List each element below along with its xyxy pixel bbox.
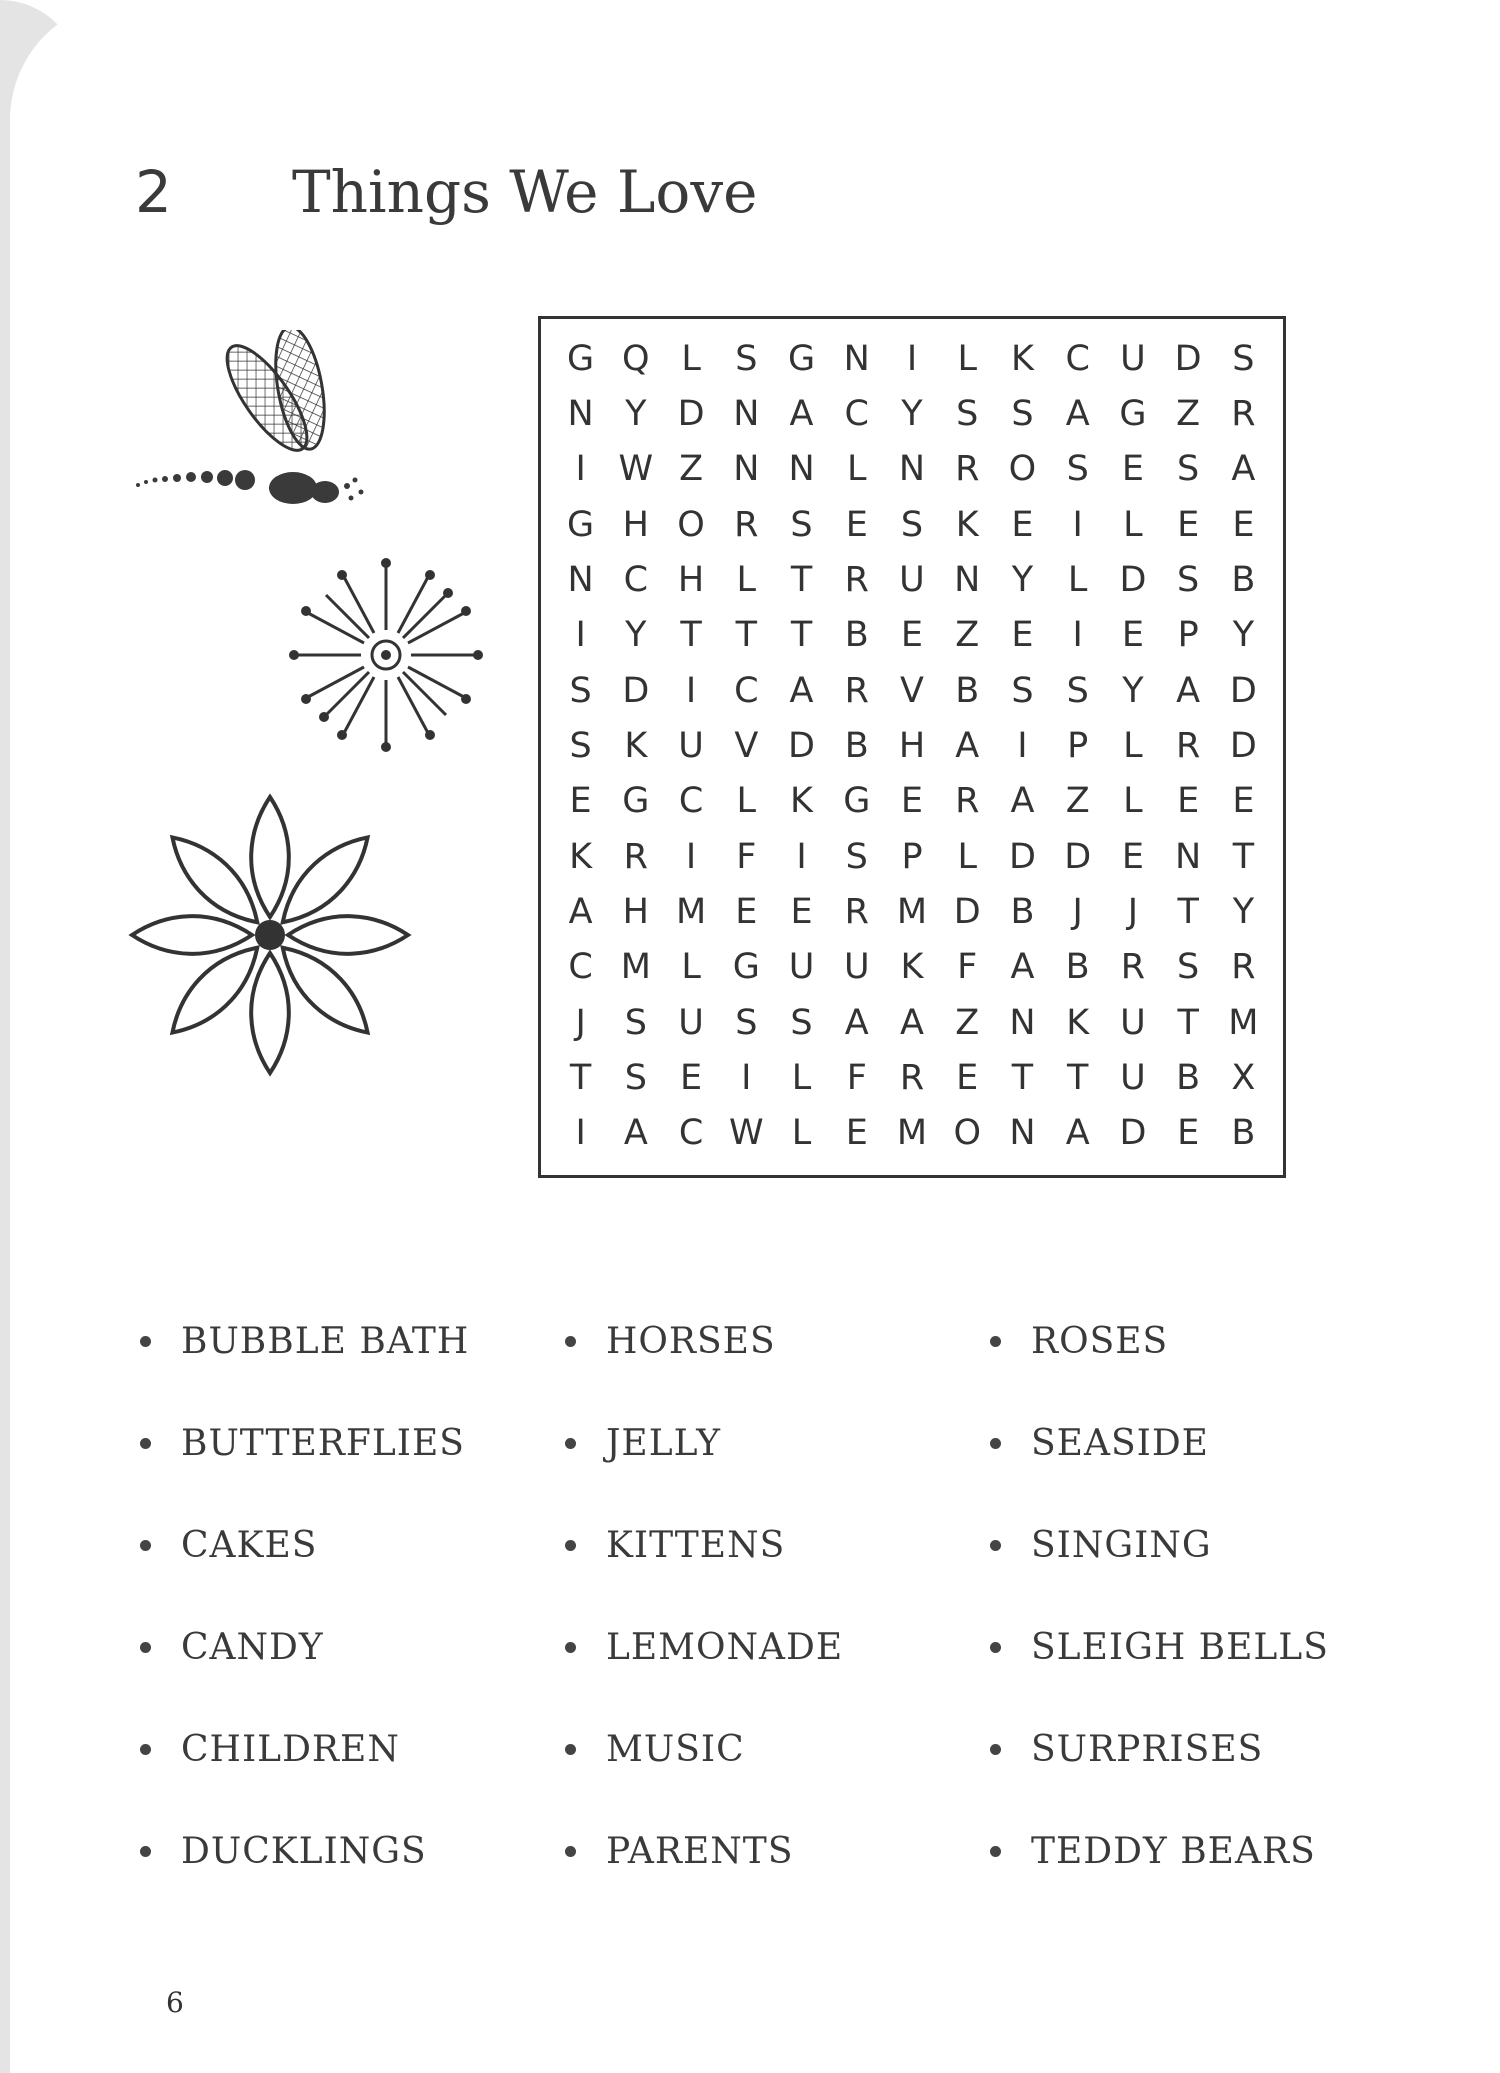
grid-letter: Z <box>955 615 980 656</box>
word-list-item <box>140 1392 565 1494</box>
grid-letter: S <box>790 1002 813 1043</box>
grid-letter: E <box>900 615 924 656</box>
grid-letter: W <box>618 449 654 490</box>
grid-letter: L <box>847 449 867 490</box>
word-list-item <box>565 1800 990 1902</box>
grid-letter: E <box>1232 504 1255 545</box>
word-list <box>140 1290 1360 1902</box>
word-label: SLEIGH BELLS <box>1031 1626 1329 1668</box>
chapter-number: 2 <box>135 158 172 226</box>
grid-letter: X <box>1231 1057 1256 1098</box>
grid-letter: L <box>791 1057 812 1098</box>
grid-letter: A <box>1010 781 1035 822</box>
grid-letter: R <box>1231 947 1256 988</box>
grid-letter: A <box>789 393 814 434</box>
grid-letter: E <box>569 781 592 822</box>
grid-letter: M <box>896 1113 928 1154</box>
grid-letter: A <box>623 1113 648 1154</box>
grid-letter: B <box>955 670 980 711</box>
bullet-icon <box>140 1438 151 1449</box>
grid-letter: A <box>1065 1113 1090 1154</box>
grid-letter: S <box>845 836 868 877</box>
grid-letter: D <box>953 891 981 932</box>
grid-letter: H <box>622 504 649 545</box>
grid-letter: R <box>734 504 759 545</box>
grid-letter: N <box>567 393 594 434</box>
bullet-icon <box>140 1744 151 1755</box>
grid-letter: R <box>844 670 869 711</box>
grid-letter: N <box>733 449 760 490</box>
grid-letter: K <box>900 947 924 988</box>
grid-letter: L <box>736 781 757 822</box>
grid-letter: U <box>1120 1057 1146 1098</box>
word-search-grid <box>538 316 1286 1178</box>
bullet-icon <box>990 1642 1001 1653</box>
word-list-item <box>565 1290 990 1392</box>
grid-letter: U <box>678 1002 704 1043</box>
grid-letter: Z <box>679 449 704 490</box>
grid-letter: M <box>675 891 707 932</box>
word-label: MUSIC <box>606 1728 745 1770</box>
grid-letter: L <box>957 338 977 379</box>
grid-letter: S <box>900 504 924 545</box>
word-label: TEDDY BEARS <box>1031 1830 1316 1872</box>
bullet-icon <box>140 1540 151 1551</box>
grid-letter: B <box>1010 891 1035 932</box>
grid-letter: D <box>788 725 815 766</box>
grid-letter: D <box>1008 836 1036 877</box>
grid-letter: E <box>1177 504 1200 545</box>
grid-letter: A <box>789 670 814 711</box>
sunburst-flower-icon <box>286 555 486 755</box>
word-list-item <box>140 1596 565 1698</box>
grid-letter: E <box>1011 504 1034 545</box>
grid-letter: L <box>957 836 977 877</box>
word-list-item <box>990 1800 1360 1902</box>
grid-letter: I <box>575 615 586 656</box>
grid-letter: D <box>1229 725 1257 766</box>
grid-letter: K <box>624 725 648 766</box>
grid-letter: H <box>622 891 649 932</box>
grid-letter: E <box>1121 615 1144 656</box>
grid-letter: A <box>900 1002 924 1043</box>
grid-letter: E <box>1177 1113 1200 1154</box>
word-list-item <box>140 1290 565 1392</box>
grid-letter: S <box>624 1002 647 1043</box>
grid-letter: Z <box>1065 781 1090 822</box>
grid-letter: B <box>1231 559 1256 600</box>
word-list-item <box>140 1698 565 1800</box>
grid-letter: A <box>1176 670 1201 711</box>
grid-letter: A <box>955 725 980 766</box>
grid-letter: Y <box>1122 670 1144 711</box>
word-list-item <box>565 1596 990 1698</box>
grid-letter: O <box>953 1113 981 1154</box>
grid-letter: K <box>569 836 593 877</box>
grid-letter: Y <box>625 615 647 656</box>
grid-letter: Z <box>1176 393 1201 434</box>
grid-letter: N <box>1009 1002 1036 1043</box>
grid-letter: S <box>735 1002 758 1043</box>
word-label: CHILDREN <box>181 1728 400 1770</box>
word-label: KITTENS <box>606 1524 786 1566</box>
grid-letter: T <box>1011 1057 1034 1098</box>
bullet-icon <box>990 1744 1001 1755</box>
grid-letter: I <box>1072 504 1083 545</box>
letter-grid <box>553 331 1271 1161</box>
petal-flower-icon <box>125 790 415 1080</box>
word-label: LEMONADE <box>606 1626 844 1668</box>
grid-letter: S <box>569 670 592 711</box>
grid-letter: C <box>678 1113 704 1154</box>
grid-letter: N <box>843 338 870 379</box>
grid-letter: S <box>1011 393 1034 434</box>
grid-letter: I <box>575 449 586 490</box>
grid-letter: D <box>1174 338 1202 379</box>
grid-letter: C <box>568 947 593 988</box>
grid-letter: A <box>568 891 593 932</box>
word-label: SINGING <box>1031 1524 1212 1566</box>
bullet-icon <box>140 1642 151 1653</box>
grid-letter: P <box>901 836 923 877</box>
grid-letter: I <box>1072 615 1083 656</box>
grid-letter: E <box>680 1057 703 1098</box>
grid-letter: U <box>678 725 704 766</box>
word-label: ROSES <box>1031 1320 1169 1362</box>
word-label: SEASIDE <box>1031 1422 1209 1464</box>
grid-letter: N <box>567 559 594 600</box>
grid-letter: E <box>1011 615 1034 656</box>
word-list-item <box>140 1494 565 1596</box>
grid-letter: Y <box>625 393 647 434</box>
word-label: JELLY <box>606 1422 721 1464</box>
grid-letter: E <box>900 781 924 822</box>
grid-letter: G <box>622 781 650 822</box>
grid-letter: C <box>623 559 649 600</box>
grid-letter: G <box>567 338 595 379</box>
grid-letter: D <box>677 393 705 434</box>
grid-letter: D <box>1119 559 1147 600</box>
grid-letter: J <box>1072 891 1083 932</box>
grid-letter: L <box>681 338 701 379</box>
grid-letter: E <box>1121 836 1144 877</box>
word-list-item <box>565 1392 990 1494</box>
grid-letter: R <box>623 836 648 877</box>
grid-letter: E <box>790 891 813 932</box>
grid-letter: N <box>1175 836 1202 877</box>
grid-letter: C <box>678 781 704 822</box>
grid-letter: R <box>899 1057 925 1098</box>
grid-letter: L <box>681 947 701 988</box>
grid-letter: I <box>906 338 918 379</box>
bullet-icon <box>565 1642 576 1653</box>
grid-letter: U <box>1120 1002 1146 1043</box>
grid-letter: S <box>1232 338 1255 379</box>
grid-letter: G <box>732 947 760 988</box>
grid-letter: U <box>1120 338 1146 379</box>
page-title: Things We Love <box>292 158 758 226</box>
grid-letter: L <box>1123 504 1143 545</box>
grid-letter: K <box>1010 338 1034 379</box>
grid-letter: G <box>567 504 595 545</box>
grid-letter: S <box>956 393 979 434</box>
word-label: BUBBLE BATH <box>181 1320 470 1362</box>
grid-letter: Q <box>622 338 650 379</box>
grid-letter: I <box>685 836 697 877</box>
grid-letter: M <box>1228 1002 1259 1043</box>
grid-letter: L <box>736 559 757 600</box>
bullet-icon <box>565 1846 576 1857</box>
grid-letter: N <box>1009 1113 1036 1154</box>
grid-letter: Y <box>1011 559 1034 600</box>
bullet-icon <box>140 1846 151 1857</box>
grid-letter: S <box>1066 670 1089 711</box>
grid-letter: A <box>1065 393 1090 434</box>
grid-letter: J <box>575 1002 586 1043</box>
grid-letter: T <box>1177 1002 1199 1043</box>
bullet-icon <box>565 1336 576 1347</box>
grid-letter: S <box>790 504 813 545</box>
grid-letter: Y <box>901 393 923 434</box>
grid-letter: I <box>1017 725 1028 766</box>
word-label: PARENTS <box>606 1830 794 1872</box>
grid-letter: T <box>680 615 702 656</box>
grid-letter: C <box>734 670 759 711</box>
word-list-item <box>565 1698 990 1800</box>
word-label: BUTTERFLIES <box>181 1422 465 1464</box>
word-list-item <box>990 1494 1360 1596</box>
grid-letter: A <box>1010 947 1035 988</box>
grid-letter: H <box>677 559 705 600</box>
grid-letter: S <box>735 338 758 379</box>
grid-letter: R <box>955 449 980 490</box>
grid-letter: A <box>1231 449 1256 490</box>
dragonfly-icon <box>125 330 385 520</box>
grid-letter: P <box>1177 615 1199 656</box>
bullet-icon <box>565 1744 576 1755</box>
grid-letter: R <box>844 891 869 932</box>
grid-letter: T <box>1232 836 1255 877</box>
grid-letter: G <box>787 338 816 379</box>
grid-letter: N <box>898 449 926 490</box>
grid-letter: U <box>788 947 815 988</box>
grid-letter: U <box>843 947 870 988</box>
grid-letter: S <box>624 1057 647 1098</box>
grid-letter: T <box>790 615 813 656</box>
grid-letter: E <box>845 504 868 545</box>
grid-letter: K <box>790 781 813 822</box>
grid-letter: T <box>1177 891 1199 932</box>
grid-letter: K <box>955 504 979 545</box>
grid-letter: E <box>1177 781 1200 822</box>
grid-letter: R <box>955 781 980 822</box>
grid-letter: K <box>1066 1002 1090 1043</box>
grid-letter: L <box>1123 781 1143 822</box>
grid-letter: S <box>569 725 592 766</box>
grid-letter: S <box>1066 449 1089 490</box>
grid-letter: M <box>896 891 928 932</box>
grid-letter: A <box>844 1002 869 1043</box>
grid-letter: Y <box>1232 615 1255 656</box>
grid-letter: I <box>575 1113 586 1154</box>
grid-letter: D <box>1229 670 1257 711</box>
bullet-icon <box>565 1540 576 1551</box>
grid-letter: B <box>1231 1113 1256 1154</box>
grid-letter: D <box>1119 1113 1147 1154</box>
grid-letter: I <box>741 1057 752 1098</box>
word-label: SURPRISES <box>1031 1728 1264 1770</box>
word-label: CANDY <box>181 1626 324 1668</box>
grid-letter: Z <box>955 1002 980 1043</box>
bullet-icon <box>565 1438 576 1449</box>
grid-letter: N <box>954 559 981 600</box>
word-label: CAKES <box>181 1524 318 1566</box>
word-list-item <box>990 1596 1360 1698</box>
grid-letter: T <box>1066 1057 1089 1098</box>
word-label: HORSES <box>606 1320 776 1362</box>
grid-letter: H <box>898 725 926 766</box>
grid-letter: E <box>845 1113 868 1154</box>
bullet-icon <box>990 1438 1001 1449</box>
grid-letter: C <box>844 393 869 434</box>
grid-letter: G <box>843 781 871 822</box>
grid-letter: L <box>1067 559 1088 600</box>
grid-letter: F <box>736 836 757 877</box>
grid-letter: T <box>790 559 813 600</box>
grid-letter: S <box>1177 947 1200 988</box>
grid-letter: E <box>735 891 758 932</box>
grid-letter: R <box>1120 947 1146 988</box>
grid-letter: N <box>733 393 760 434</box>
grid-letter: I <box>796 836 807 877</box>
grid-letter: S <box>1177 559 1200 600</box>
bullet-icon <box>990 1540 1001 1551</box>
page-number: 6 <box>166 1986 184 2019</box>
grid-letter: B <box>844 615 869 656</box>
bullet-icon <box>990 1336 1001 1347</box>
grid-letter: F <box>846 1057 867 1098</box>
grid-letter: U <box>899 559 925 600</box>
word-list-item <box>990 1698 1360 1800</box>
grid-letter: E <box>956 1057 979 1098</box>
grid-letter: P <box>1067 725 1089 766</box>
bullet-icon <box>140 1336 151 1347</box>
bullet-icon <box>990 1846 1001 1857</box>
word-list-item <box>990 1290 1360 1392</box>
grid-letter: V <box>900 670 924 711</box>
grid-letter: O <box>1008 449 1037 490</box>
grid-letter: F <box>957 947 978 988</box>
grid-letter: V <box>734 725 759 766</box>
grid-letter: Y <box>1232 891 1255 932</box>
grid-letter: N <box>788 449 815 490</box>
grid-letter: T <box>569 1057 592 1098</box>
grid-letter: B <box>1176 1057 1201 1098</box>
word-list-item <box>140 1800 565 1902</box>
grid-letter: C <box>1065 338 1090 379</box>
grid-letter: E <box>1232 781 1255 822</box>
grid-letter: L <box>791 1113 812 1154</box>
grid-letter: R <box>1231 393 1256 434</box>
grid-letter: E <box>1121 449 1144 490</box>
grid-letter: S <box>1177 449 1200 490</box>
grid-letter: W <box>729 1113 764 1154</box>
grid-letter: T <box>735 615 757 656</box>
grid-letter: J <box>1127 891 1139 932</box>
word-list-item <box>565 1494 990 1596</box>
word-label: DUCKLINGS <box>181 1830 427 1872</box>
grid-letter: B <box>1065 947 1090 988</box>
grid-letter: B <box>844 725 869 766</box>
word-list-item <box>990 1392 1360 1494</box>
grid-letter: O <box>677 504 705 545</box>
grid-letter: D <box>1064 836 1092 877</box>
grid-letter: R <box>844 559 869 600</box>
grid-letter: M <box>620 947 651 988</box>
grid-letter: S <box>1011 670 1034 711</box>
grid-letter: D <box>622 670 650 711</box>
grid-letter: I <box>685 670 697 711</box>
grid-letter: L <box>1123 725 1143 766</box>
grid-letter: R <box>1175 725 1201 766</box>
grid-letter: G <box>1119 393 1147 434</box>
